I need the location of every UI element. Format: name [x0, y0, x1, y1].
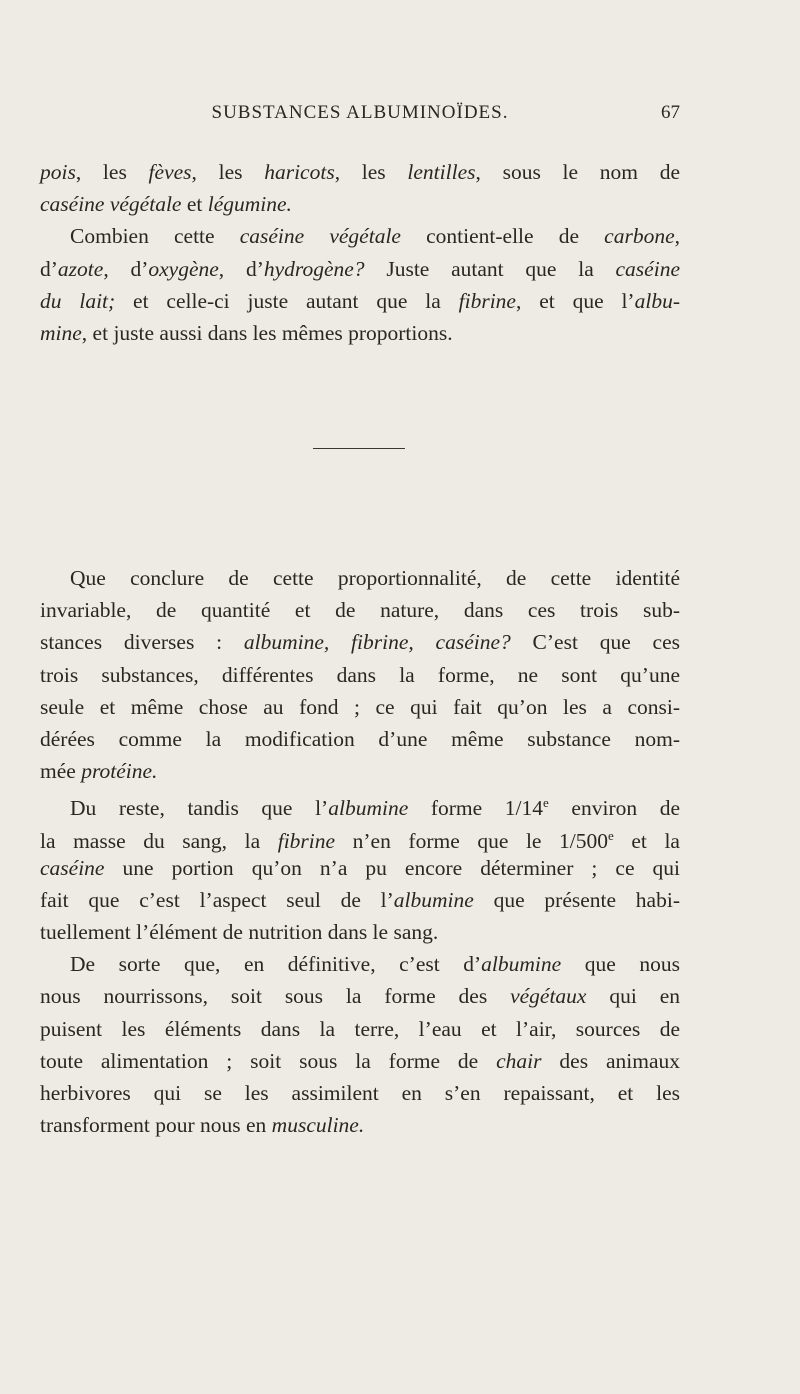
text-run: seule et même chose au fond ; ce qui fait qu’on les a consi-: [40, 694, 680, 719]
text-run: qui en: [586, 984, 680, 1009]
text-line: [40, 916, 680, 948]
text-run: De sorte que, en définitive, c’est d’: [70, 952, 482, 977]
text-run: , et juste aussi dans les mêmes proportions.: [81, 320, 453, 345]
italic-term: azote: [57, 256, 104, 281]
text-run: ,: [674, 224, 680, 249]
text-run: , les: [191, 160, 265, 184]
text-run: Juste autant que la: [364, 256, 616, 281]
italic-term: albumine: [393, 887, 474, 912]
text-run: Que conclure de cette proportionnalité, de cette identité: [70, 566, 680, 590]
italic-term: albumine: [481, 952, 562, 977]
text-line: [40, 156, 680, 188]
page-number: 67: [661, 102, 680, 123]
text-run: et la: [613, 828, 680, 853]
text-run: la masse du sang, la: [40, 828, 278, 853]
text-run: trois substances, différentes dans la forme, ne sont qu’une: [40, 662, 680, 687]
italic-term: chair: [496, 1048, 542, 1073]
text-line: [40, 755, 680, 787]
text-run: invariable, de quantité et de nature, dans ces trois sub-: [40, 598, 680, 623]
text-run: puisent les éléments dans la terre, l’eau et l’air, sources de: [40, 1016, 680, 1041]
text-run: dérées comme la modification d’une même substance nom-: [40, 726, 680, 751]
text-run: , d’: [218, 256, 264, 281]
superscript: e: [543, 795, 549, 811]
text-line: [40, 820, 680, 852]
italic-term: fibrine: [277, 828, 336, 853]
text-run: contient-elle de: [400, 224, 605, 249]
italic-term: carbone: [604, 224, 675, 249]
text-line: [40, 285, 680, 317]
text-line: [40, 562, 680, 594]
text-run: , sous le nom de: [475, 160, 680, 184]
text-run: forme 1/14: [408, 796, 544, 821]
text-run: nous nourrissons, soit sous la forme des: [40, 984, 511, 1009]
text-line: [40, 980, 680, 1012]
text-line: [40, 220, 680, 252]
text-run: toute alimentation ; soit sous la forme de: [40, 1048, 497, 1073]
italic-term: du lait;: [40, 288, 116, 313]
text-line: [40, 659, 680, 691]
text-line: [40, 188, 680, 220]
text-run: des animaux: [541, 1048, 680, 1073]
text-run: transforment pour nous en: [40, 1113, 272, 1138]
text-run: que présente habi-: [473, 887, 680, 912]
text-line: [40, 594, 680, 626]
italic-term: albumine, fibrine, caséine?: [243, 630, 511, 655]
italic-term: légumine.: [207, 192, 292, 217]
italic-term: pois: [40, 160, 76, 184]
italic-term: protéine.: [81, 759, 158, 784]
italic-term: fibrine: [458, 288, 516, 313]
text-run: , les: [75, 160, 149, 184]
italic-term: végétaux: [510, 984, 587, 1009]
italic-term: caséine végétale: [40, 192, 182, 217]
text-run: herbivores qui se les assimilent en s’en repaissant, et les: [40, 1081, 680, 1105]
text-line: [40, 787, 680, 819]
text-line: [40, 626, 680, 658]
text-run: que nous: [561, 952, 680, 977]
text-run: , et que l’: [515, 288, 635, 313]
text-line: [40, 723, 680, 755]
text-run: , les: [334, 160, 408, 184]
text-run: C’est que ces: [510, 630, 680, 655]
page-header: [40, 98, 680, 130]
italic-term: oxygène: [148, 256, 219, 281]
italic-term: caséine: [615, 256, 680, 281]
text-run: Du reste, tandis que l’: [70, 796, 329, 821]
section-separator-rule: [313, 448, 405, 449]
italic-term: albu-: [634, 288, 680, 313]
italic-term: mine: [40, 320, 82, 345]
superscript: e: [608, 827, 614, 843]
italic-term: haricots: [264, 160, 335, 184]
text-line: [40, 1109, 680, 1141]
text-run: tuellement l’élément de nutrition dans le sang.: [40, 920, 439, 945]
text-run: mée: [40, 759, 82, 784]
text-run: fait que c’est l’aspect seul de l’: [40, 887, 394, 912]
text-line: [40, 884, 680, 916]
text-run: Combien cette: [70, 224, 240, 249]
text-section-2: [40, 562, 680, 1141]
text-run: d’: [40, 256, 58, 281]
italic-term: lentilles: [407, 160, 476, 184]
text-run: et: [181, 192, 208, 217]
text-run: environ de: [548, 796, 680, 821]
italic-term: caséine végétale: [239, 224, 401, 249]
text-line: [40, 852, 680, 884]
text-run: une portion qu’on n’a pu encore déterminer ; ce qui: [104, 855, 680, 880]
text-line: [40, 317, 680, 349]
text-run: stances diverses :: [40, 630, 244, 655]
text-run: , d’: [103, 256, 149, 281]
text-run: et celle-ci juste autant que la: [115, 288, 459, 313]
italic-term: fèves: [148, 160, 192, 184]
text-line: [40, 1077, 680, 1109]
running-title: SUBSTANCES ALBUMINOÏDES.: [211, 102, 509, 123]
italic-term: musculine.: [271, 1113, 365, 1138]
text-line: [40, 948, 680, 980]
text-line: [40, 1045, 680, 1077]
text-line: [40, 1013, 680, 1045]
italic-term: albumine: [328, 796, 409, 821]
text-line: [40, 253, 680, 285]
text-run: n’en forme que le 1/500: [335, 828, 609, 853]
text-section-1: [40, 156, 680, 349]
italic-term: hydrogène?: [263, 256, 365, 281]
italic-term: caséine: [40, 855, 105, 880]
text-line: [40, 691, 680, 723]
